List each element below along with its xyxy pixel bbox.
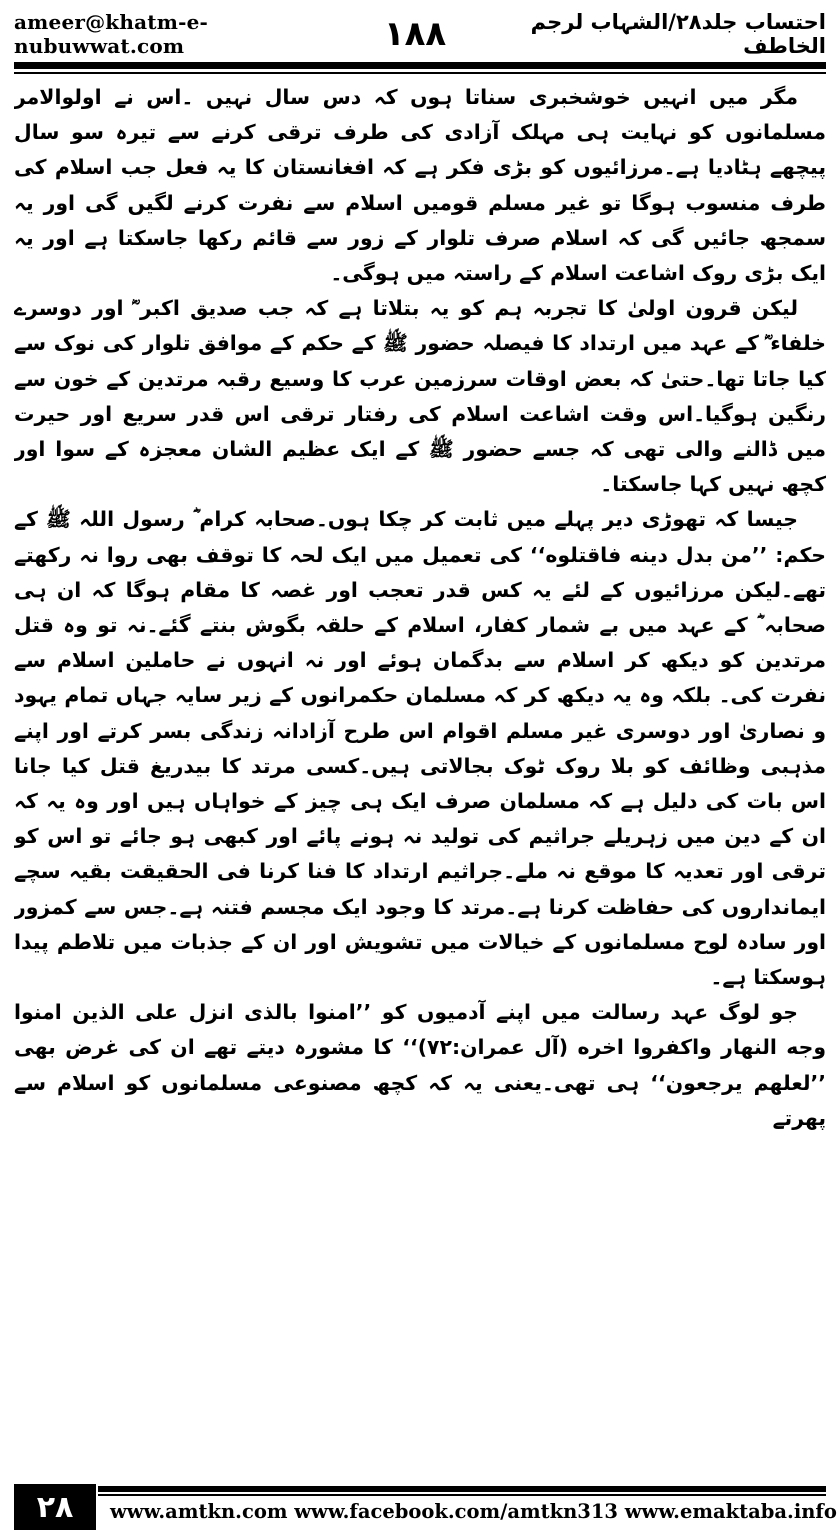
page-footer <box>14 1484 837 1530</box>
paragraph-3: جیسا کہ تھوڑی دیر پہلے میں ثابت کر چکا ہوں۔صحابہ کرام ؓ رسول اللہ ﷺ کے حکم: ’’من بدل دینه فاقتلوه‘‘ کی تعمیل میں ایک لحہ کا توقف بھی روا نہ رکھتے تھے۔لیکن مرزائیوں کے لئے یہ کس قدر تعجب اور غصہ کا مقام ہوگا کہ ان ہی صحابہ ؓ کے عہد میں بے شمار کفار، اسلام کے حلقہ بگوش بنتے گئے۔نہ تو وہ قتل مرتدین کو دیکھ کر اسلام سے بدگمان ہوئے اور نہ انہوں نے حاملین اسلام سے نفرت کی۔ بلکہ وہ یہ دیکھ کر کہ مسلمان حکمرانوں کے زیر سایہ جہاں تمام یہود و نصاریٰ اور دوسری غیر مسلم اقوام اس طرح آزادانہ زندگی بسر کرتے اور اپنے مذہبی وظائف کو بلا روک ٹوک بجالاتی ہیں۔کسی مرتد کا بیدریغ قتل کیا جانا اس بات کی دلیل ہے کہ مسلمان صرف ایک ہی چیز کے خواہاں ہیں اور وہ یہ کہ ان کے دین میں زہریلے جراثیم کی تولید نہ ہونے پائے اور کبھی ہو جائے تو اس کو ترقی اور تعدیہ کا موقع نہ ملے۔جراثیم ارتداد کا فنا کرنا فی الحقیقت بقیہ سچے ایمانداروں کی حفاظت کرنا ہے۔مرتد کا وجود ایک مجسم فتنہ ہے۔جس سے کمزور اور سادہ لوح مسلمانوں کے خیالات میں تشویش اور ان کے جذبات میں تلاطم پیدا ہوسکتا ہے۔ <box>14 507 826 990</box>
header-book-title: احتساب جلد۲۸/الشہاب لرجم الخاطف <box>530 10 826 58</box>
footer-rule-thick <box>98 1486 826 1492</box>
header-rule-thin <box>14 72 826 74</box>
paragraph-4: جو لوگ عہد رسالت میں اپنے آدمیوں کو ’’امنوا بالذی انزل علی الذین امنوا وجه النهار واکفروا اخره (آل عمران:۷۲)‘‘ کا مشورہ دیتے تھے ان کی غرض بھی ’’لعلهم یرجعون‘‘ ہی تھی۔یعنی یہ کہ کچھ مصنوعی مسلمانوں کو اسلام سے پھرتے <box>14 1000 826 1130</box>
footer-links: www.amtkn.com www.facebook.com/amtkn313 www.emaktaba.info <box>110 1500 837 1523</box>
header-page-number: ١٨٨ <box>383 14 447 54</box>
header-rule-thick <box>14 62 826 69</box>
paragraph-1: مگر میں انہیں خوشخبری سناتا ہوں کہ دس سال نہیں ۔اس نے اولوالامر مسلمانوں کو نہایت ہی مہلک آزادی کی طرف ترقی کرنے سے تیرہ سو سال پیچھے ہٹادیا ہے۔مرزائیوں کو بڑی فکر ہے کہ افغانستان کا یہ فعل جب اسلام کی طرف منسوب ہوگا تو غیر مسلم قومیں اسلام سے نفرت کرنے لگیں گی اور یہ سمجھ جائیں گی کہ اسلام صرف تلوار کے زور سے قائم رکھا جاسکتا ہے اور یہ ایک بڑی روک اشاعت اسلام کے راستہ میں ہوگی۔ <box>14 85 826 286</box>
footer-page-number: ٢٨ <box>14 1484 96 1530</box>
paragraph-2: لیکن قرون اولیٰ کا تجربہ ہم کو یہ بتلاتا ہے کہ جب صدیق اکبر ؓ اور دوسرے خلفاء ؓ کے عہد میں ارتداد کا فیصلہ حضور ﷺ کے حکم کے موافق تلوار کی نوک سے کیا جاتا تھا۔حتیٰ کہ بعض اوقات سرزمین عرب کا وسیع رقبہ مرتدین کے خون سے رنگین ہوگیا۔اس وقت اشاعت اسلام کی رفتار ترقی اس قدر سریع اور حیرت میں ڈالنے والی تھی کہ جسے حضور ﷺ کے ایک عظیم الشان معجزہ کے سوا اور کچھ نہیں کہا جاسکتا۔ <box>14 296 826 497</box>
header-left-group <box>14 10 446 58</box>
footer-rule-thin <box>98 1494 826 1496</box>
page-header <box>14 8 826 60</box>
main-text <box>14 80 826 1474</box>
header-email: ameer@khatm-e-nubuwwat.com <box>14 10 208 58</box>
